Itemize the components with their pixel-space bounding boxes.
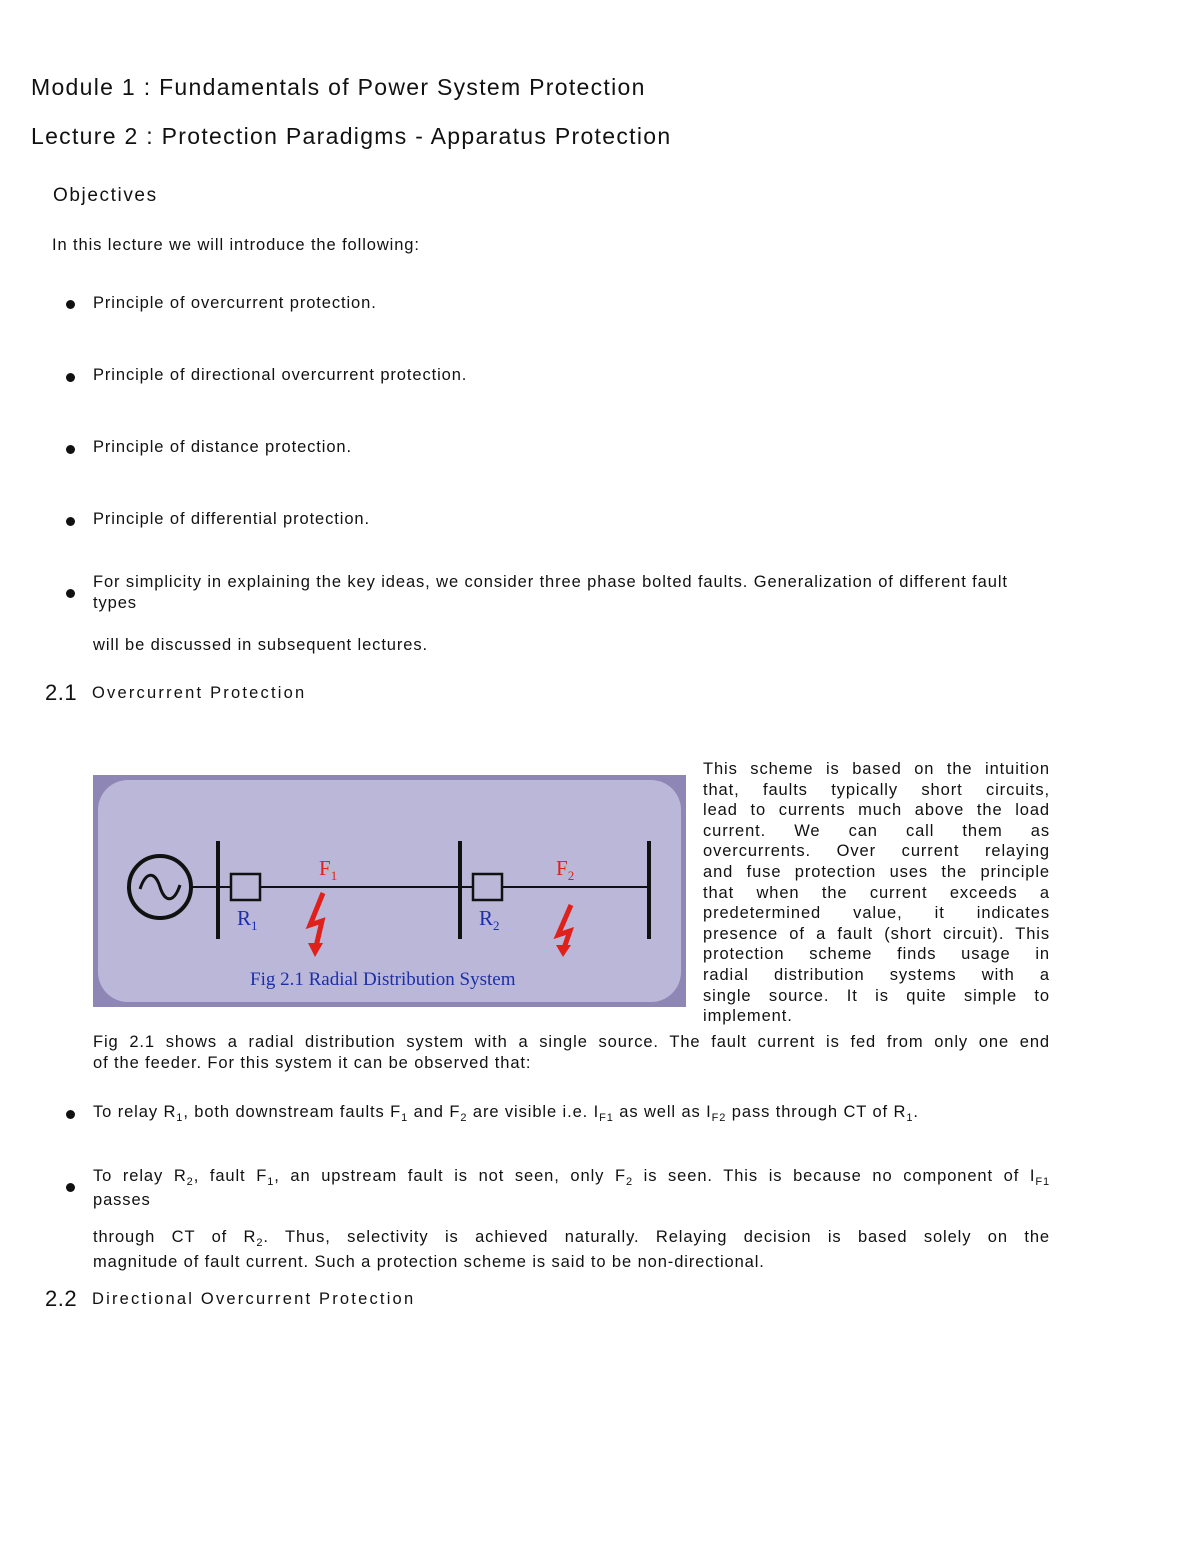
objectives-heading: Objectives [53,185,158,206]
side-line: protection scheme finds usage in [703,945,1050,964]
para-line: of the feeder. For this system it can be observed that: [93,1053,532,1072]
fault-f1-label: $F_1$ [319,856,338,883]
bullet-dot [66,1183,75,1192]
side-line: overcurrents. Over current relaying [703,842,1050,861]
breaker-r1 [231,874,260,900]
para-line: Fig 2.1 shows a radial distribution system with a single source. The fault current is fed from only one end [93,1033,1050,1051]
bullet-dot [66,517,75,526]
section-number: 2.1 [45,680,78,705]
fault-arrow-icon [556,945,571,957]
side-line: single source. It is quite simple to [703,986,1050,1005]
objective-item: Principle of overcurrent protection. [93,294,377,312]
objective-item: Principle of differential protection. [93,510,370,528]
objectives-intro: In this lecture we will introduce the following: [52,236,420,254]
bullet-dot [66,373,75,382]
bullet-dot [66,445,75,454]
relay-r2-observation: To relay $R_2$, fault $F_1$, an upstream fault is not seen, only $F_2$ is seen. This is because no component of $I_{F1}$ passes [93,1167,1051,1209]
section-title: Overcurrent Protection [92,684,307,702]
side-line: current. We can call them as [703,821,1050,840]
objective-item: Principle of distance protection. [93,438,352,456]
side-line: This scheme is based on the intuition [703,760,1050,778]
breaker-r2 [473,874,502,900]
fault-f2-label: $F_2$ [556,856,575,883]
relay-r1-observation: To relay $R_1$, both downstream faults $F_1$ and $F_2$ are visible i.e. $I_{F1}$ as well as $I_{F2}$ pass through CT of $R_1$. [93,1103,919,1124]
side-paragraph [703,759,1050,1027]
side-line: radial distribution systems with a [703,965,1050,984]
sine-wave-icon [140,875,180,899]
figure-caption: Fig 2.1 Radial Distribution System [250,969,516,990]
side-line: predetermined value, it indicates [703,904,1050,923]
side-line: and fuse protection uses the principle [703,862,1050,881]
side-line: that, faults typically short circuits, [703,780,1050,799]
module-title: Module 1 : Fundamentals of Power System Protection [31,74,646,100]
fault-f2-bolt-icon [558,905,571,951]
objective-item: For simplicity in explaining the key ideas, we consider three phase bolted faults. Generalization of different fault types [93,573,1008,612]
lecture-title: Lecture 2 : Protection Paradigms - Apparatus Protection [31,123,672,149]
relay-r2-label: $R_2$ [479,906,500,933]
section-title: Directional Overcurrent Protection [92,1290,416,1308]
figure-description [93,1032,1050,1073]
relay-r1-label: $R_1$ [237,906,258,933]
bullet-dot [66,589,75,598]
bullet-dot [66,300,75,309]
objective-item: Principle of directional overcurrent protection. [93,366,468,384]
objective-continuation: will be discussed in subsequent lectures. [93,636,428,654]
relay-r2-explanation: through CT of $R_2$. Thus, selectivity is achieved naturally. Relaying decision is based solely on the magnitude of fault current. Such a protection scheme is said to be non-directional. [93,1228,1050,1271]
section-number: 2.2 [45,1286,78,1311]
bullet-dot [66,1110,75,1119]
fault-f1-bolt-icon [310,893,323,951]
side-line: that when the current exceeds a [703,883,1050,902]
fault-arrow-icon [308,943,323,957]
side-line: implement. [703,1007,793,1026]
side-line: lead to currents much above the load [703,801,1050,820]
side-line: presence of a fault (short circuit). This [703,924,1050,943]
